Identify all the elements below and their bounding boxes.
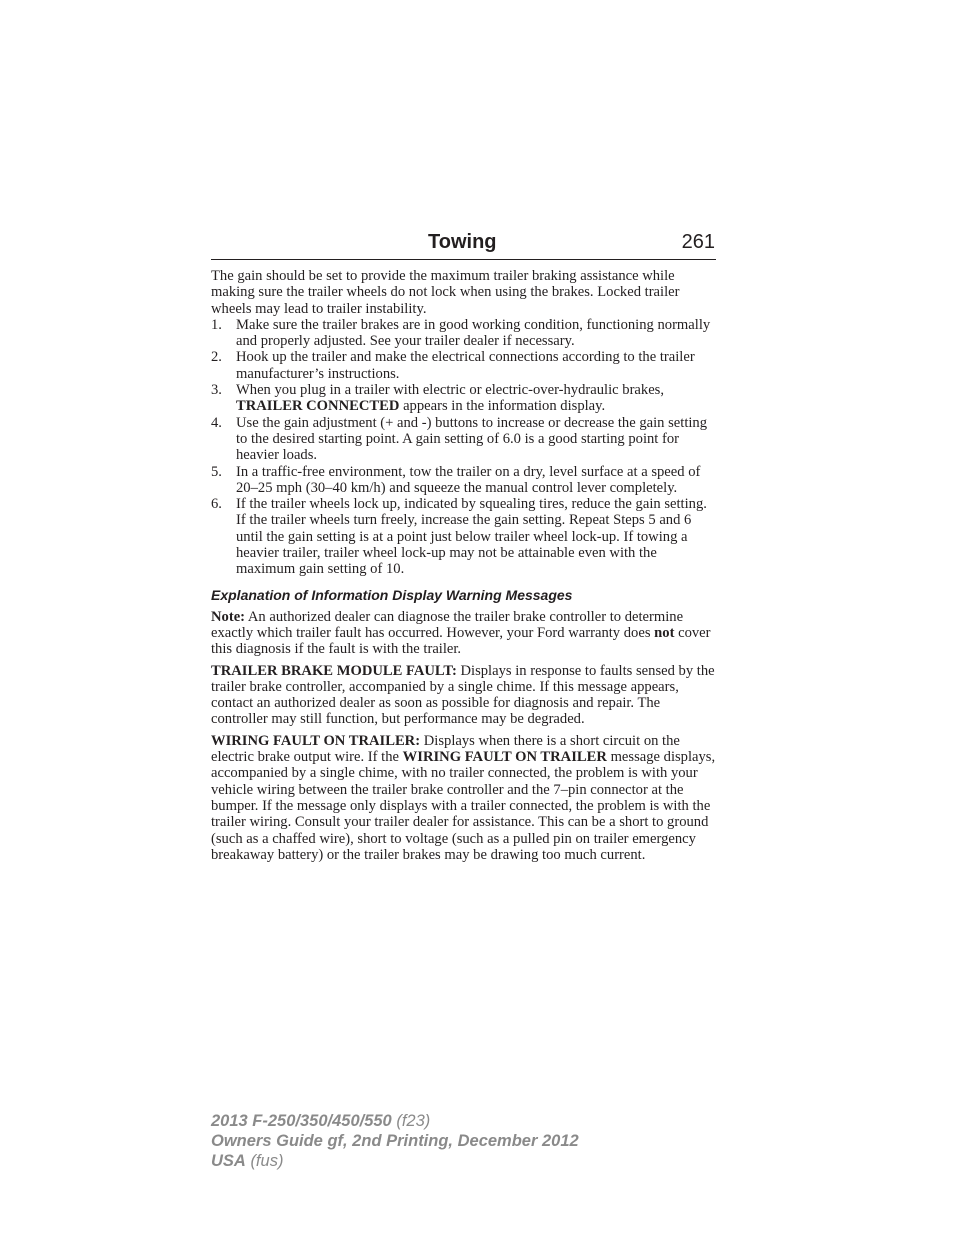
intro-paragraph: The gain should be set to provide the maximum trailer braking assistance while making sure the trailer wheels do not lock when using the brakes. Locked trailer wheels may lead to trailer instability. [211,268,680,317]
steps-list [211,317,717,578]
list-item [211,415,717,464]
step-text-bold: TRAILER CONNECTED [236,398,400,415]
note-label: Note: [211,608,246,625]
wiring-fault-text-bold: WIRING FAULT ON TRAILER [402,749,607,766]
module-fault-label: TRAILER BRAKE MODULE FAULT: [211,662,457,679]
footer-model: 2013 F-250/350/450/550 [211,1112,392,1130]
step-text: Use the gain adjustment (+ and -) buttons to increase or decrease the gain setting to the desired starting point. A gain setting of 6.0 is a good starting point for heavier loads. [236,414,708,464]
wiring-fault-paragraph [211,733,717,863]
wiring-fault-text-pre: Displays when there is a short circuit on the electric brake output wire. If the [211,732,680,766]
step-number: 3. [211,382,222,399]
wiring-fault-label: WIRING FAULT ON TRAILER: [211,732,421,749]
step-text: If the trailer wheels lock up, indicated by squealing tires, reduce the gain setting. If the trailer wheels turn freely, increase the gain setting. Repeat Steps 5 and 6 until the gain setting is at a point just below trailer wheel lock-up. If towing a heavier trailer, trailer wheel lock-up may not be attainable even with the maximum gain setting of 10. [236,496,707,578]
section-heading: Explanation of Information Display Warning Messages [211,586,573,603]
step-number: 1. [211,316,222,333]
step-number: 2. [211,349,222,366]
module-fault-paragraph [211,663,717,728]
footer-market: USA [211,1152,246,1170]
step-text: Hook up the trailer and make the electrical connections according to the trailer manufacturer’s instructions. [236,349,695,382]
list-item [211,496,717,577]
page-content [211,268,717,863]
list-item [211,349,717,382]
list-item [211,382,717,415]
footer-line-edition: Owners Guide gf, 2nd Printing, December 2012 [211,1132,579,1150]
list-item [211,464,717,497]
step-number: 6. [211,496,222,513]
note-text-pre: An authorized dealer can diagnose the trailer brake controller to determine exactly which trailer fault has occurred. However, your Ford warranty does [211,608,684,641]
footer-model-code: (f23) [396,1112,431,1130]
wiring-fault-text-post: message displays, accompanied by a single chime, with no trailer connected, the problem is with your vehicle wiring between the trailer brake controller and the 7–pin connector at the bumper. If the message only displays with a trailer connected, the problem is with the trailer wiring. Consult your trailer dealer for assistance. This can be a short to ground (such as a chaffed wire), short to voltage (such as a pulled pin on trailer emergency breakaway battery) or the trailer brakes may be drawing too much current. [211,749,716,863]
footer-line-model [211,1111,579,1131]
step-text-pre: When you plug in a trailer with electric or electric-over-hydraulic brakes, [236,382,665,399]
footer-market-code: (fus) [250,1152,284,1170]
note-paragraph [211,609,717,658]
footer-line-market [211,1151,579,1171]
step-number: 5. [211,463,222,480]
list-item [211,317,717,350]
step-text: In a traffic-free environment, tow the trailer on a dry, level surface at a speed of 20–25 mph (30–40 km/h) and squeeze the manual control lever completely. [236,463,701,496]
step-text-post: appears in the information display. [403,398,606,415]
page-header [211,229,716,260]
page-number: 261 [681,231,715,253]
note-text-bold: not [654,624,675,641]
step-text: Make sure the trailer brakes are in good working condition, functioning normally and properly adjusted. See your trailer dealer if necessary. [236,316,711,350]
section-title: Towing [428,231,497,253]
step-number: 4. [211,414,222,431]
module-fault-text: Displays in response to faults sensed by the trailer brake controller, accompanied by a single chime. If this message appears, contact an authorized dealer as soon as possible for diagnosis and repair. The controller may still function, but performance may be degraded. [211,662,715,728]
page-footer [211,1111,579,1171]
note-text-post: cover this diagnosis if the fault is with the trailer. [211,624,711,658]
